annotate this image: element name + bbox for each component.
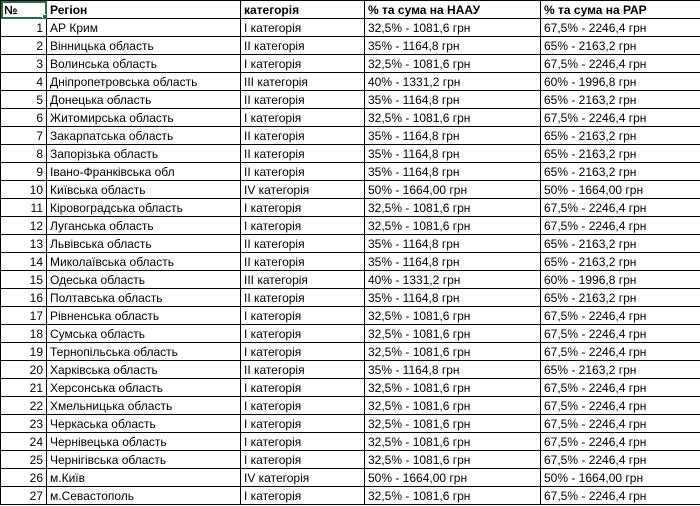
table-row: [1, 289, 700, 307]
cell-rar[interactable]: 67,5% - 2246,4 грн: [541, 397, 700, 415]
cell-naau[interactable]: 35% - 1164,8 грн: [365, 145, 541, 163]
cell-rar[interactable]: 65% - 2163,2 грн: [541, 289, 700, 307]
cell-category[interactable]: ІІ категорія: [241, 145, 365, 163]
cell-naau[interactable]: 35% - 1164,8 грн: [365, 289, 541, 307]
cell-region[interactable]: Дніпропетровська область: [47, 73, 241, 91]
cell-naau[interactable]: 50% - 1664,00 грн: [365, 469, 541, 487]
cell-number[interactable]: 23: [1, 415, 47, 433]
cell-category[interactable]: І категорія: [241, 19, 365, 37]
cell-region[interactable]: Чернівецька область: [47, 433, 241, 451]
table-row: [1, 271, 700, 289]
cell-category[interactable]: IV категорія: [241, 181, 365, 199]
cell-number[interactable]: 2: [1, 37, 47, 55]
cell-number[interactable]: 19: [1, 343, 47, 361]
cell-number[interactable]: 17: [1, 307, 47, 325]
cell-category[interactable]: І категорія: [241, 217, 365, 235]
cell-rar[interactable]: 65% - 2163,2 грн: [541, 37, 700, 55]
cell-number[interactable]: 12: [1, 217, 47, 235]
table-row: [1, 109, 700, 127]
cell-region[interactable]: Рівненська область: [47, 307, 241, 325]
cell-naau[interactable]: 32,5% - 1081,6 грн: [365, 109, 541, 127]
cell-region[interactable]: Львівська область: [47, 235, 241, 253]
cell-region[interactable]: м.Київ: [47, 469, 241, 487]
cell-naau[interactable]: 50% - 1664,00 грн: [365, 181, 541, 199]
table-row: [1, 325, 700, 343]
cell-number[interactable]: 26: [1, 469, 47, 487]
cell-number[interactable]: 22: [1, 397, 47, 415]
cell-naau[interactable]: 32,5% - 1081,6 грн: [365, 199, 541, 217]
table-row: [1, 361, 700, 379]
cell-naau[interactable]: 32,5% - 1081,6 грн: [365, 307, 541, 325]
cell-region[interactable]: Тернопільська область: [47, 343, 241, 361]
cell-category[interactable]: ІІ категорія: [241, 37, 365, 55]
cell-number[interactable]: 25: [1, 451, 47, 469]
cell-naau[interactable]: 32,5% - 1081,6 грн: [365, 487, 541, 505]
cell-rar[interactable]: 67,5% - 2246,4 грн: [541, 343, 700, 361]
table-row: [1, 37, 700, 55]
table-row: [1, 343, 700, 361]
cell-region[interactable]: Вінницька область: [47, 37, 241, 55]
cell-rar[interactable]: 50% - 1664,00 грн: [541, 181, 700, 199]
cell-region[interactable]: Чернігівська область: [47, 451, 241, 469]
cell-category[interactable]: ІІ категорія: [241, 91, 365, 109]
cell-number[interactable]: 18: [1, 325, 47, 343]
cell-category[interactable]: І категорія: [241, 343, 365, 361]
table-row: [1, 19, 700, 37]
cell-rar[interactable]: 67,5% - 2246,4 грн: [541, 109, 700, 127]
table-row: [1, 307, 700, 325]
cell-naau[interactable]: 32,5% - 1081,6 грн: [365, 19, 541, 37]
cell-category[interactable]: І категорія: [241, 55, 365, 73]
cell-category[interactable]: ІІІ категорія: [241, 73, 365, 91]
cell-region[interactable]: Полтавська область: [47, 289, 241, 307]
cell-region[interactable]: Київська область: [47, 181, 241, 199]
header-cell-naau[interactable]: % та сума на НААУ: [365, 1, 541, 19]
cell-number[interactable]: 10: [1, 181, 47, 199]
table-row: [1, 235, 700, 253]
cell-category[interactable]: І категорія: [241, 109, 365, 127]
cell-rar[interactable]: 67,5% - 2246,4 грн: [541, 487, 700, 505]
cell-category[interactable]: ІІ категорія: [241, 253, 365, 271]
cell-region[interactable]: Волинська область: [47, 55, 241, 73]
cell-region[interactable]: Донецька область: [47, 91, 241, 109]
cell-region[interactable]: Сумська область: [47, 325, 241, 343]
cell-category[interactable]: І категорія: [241, 415, 365, 433]
cell-number[interactable]: 1: [1, 19, 47, 37]
cell-rar[interactable]: 65% - 2163,2 грн: [541, 235, 700, 253]
cell-category[interactable]: І категорія: [241, 379, 365, 397]
cell-number[interactable]: 20: [1, 361, 47, 379]
cell-number[interactable]: 24: [1, 433, 47, 451]
cell-category[interactable]: ІІ категорія: [241, 235, 365, 253]
cell-rar[interactable]: 65% - 2163,2 грн: [541, 163, 700, 181]
cell-rar[interactable]: 67,5% - 2246,4 грн: [541, 19, 700, 37]
cell-rar[interactable]: 67,5% - 2246,4 грн: [541, 415, 700, 433]
cell-rar[interactable]: 67,5% - 2246,4 грн: [541, 325, 700, 343]
cell-naau[interactable]: 32,5% - 1081,6 грн: [365, 397, 541, 415]
cell-region[interactable]: Кіровоградська область: [47, 199, 241, 217]
header-cell-region[interactable]: Регіон: [47, 1, 241, 19]
cell-number[interactable]: 7: [1, 127, 47, 145]
cell-category[interactable]: ІІІ категорія: [241, 271, 365, 289]
cell-number[interactable]: 21: [1, 379, 47, 397]
cell-rar[interactable]: 60% - 1996,8 грн: [541, 73, 700, 91]
cell-rar[interactable]: 65% - 2163,2 грн: [541, 361, 700, 379]
table-row: [1, 163, 700, 181]
cell-naau[interactable]: 40% - 1331,2 грн: [365, 271, 541, 289]
cell-rar[interactable]: 65% - 2163,2 грн: [541, 253, 700, 271]
table-row: [1, 397, 700, 415]
cell-naau[interactable]: 35% - 1164,8 грн: [365, 91, 541, 109]
cell-rar[interactable]: 67,5% - 2246,4 грн: [541, 55, 700, 73]
table-row: [1, 127, 700, 145]
cell-region[interactable]: Одеська область: [47, 271, 241, 289]
cell-naau[interactable]: 35% - 1164,8 грн: [365, 163, 541, 181]
cell-number[interactable]: 27: [1, 487, 47, 505]
table-row: [1, 253, 700, 271]
table-row: [1, 487, 700, 505]
table-row: [1, 217, 700, 235]
cell-naau[interactable]: 32,5% - 1081,6 грн: [365, 379, 541, 397]
cell-category[interactable]: І категорія: [241, 325, 365, 343]
cell-rar[interactable]: 67,5% - 2246,4 грн: [541, 199, 700, 217]
table-row: [1, 199, 700, 217]
cell-number[interactable]: 9: [1, 163, 47, 181]
cell-region[interactable]: Хмельницька область: [47, 397, 241, 415]
cell-rar[interactable]: 65% - 2163,2 грн: [541, 91, 700, 109]
table-row: [1, 55, 700, 73]
cell-number[interactable]: 4: [1, 73, 47, 91]
cell-rar[interactable]: 65% - 2163,2 грн: [541, 127, 700, 145]
cell-number[interactable]: 14: [1, 253, 47, 271]
cell-rar[interactable]: 67,5% - 2246,4 грн: [541, 379, 700, 397]
cell-region[interactable]: Харківська область: [47, 361, 241, 379]
table-row: [1, 379, 700, 397]
table-row: [1, 91, 700, 109]
table-body: [1, 19, 700, 505]
cell-naau[interactable]: 35% - 1164,8 грн: [365, 37, 541, 55]
cell-region[interactable]: Закарпатська область: [47, 127, 241, 145]
cell-number[interactable]: 15: [1, 271, 47, 289]
header-number-label: №: [4, 2, 18, 17]
cell-number[interactable]: 11: [1, 199, 47, 217]
cell-naau[interactable]: 40% - 1331,2 грн: [365, 73, 541, 91]
table-row: [1, 415, 700, 433]
cell-naau[interactable]: 32,5% - 1081,6 грн: [365, 343, 541, 361]
cell-naau[interactable]: 32,5% - 1081,6 грн: [365, 217, 541, 235]
cell-naau[interactable]: 35% - 1164,8 грн: [365, 253, 541, 271]
cell-rar[interactable]: 65% - 2163,2 грн: [541, 145, 700, 163]
cell-category[interactable]: І категорія: [241, 433, 365, 451]
cell-naau[interactable]: 32,5% - 1081,6 грн: [365, 451, 541, 469]
cell-rar[interactable]: 67,5% - 2246,4 грн: [541, 217, 700, 235]
cell-category[interactable]: І категорія: [241, 307, 365, 325]
cell-category[interactable]: ІІ категорія: [241, 289, 365, 307]
cell-naau[interactable]: 32,5% - 1081,6 грн: [365, 415, 541, 433]
cell-region[interactable]: Миколаївська область: [47, 253, 241, 271]
cell-region[interactable]: Івано-Франківська обл: [47, 163, 241, 181]
cell-region[interactable]: Запорізька область: [47, 145, 241, 163]
table-row: [1, 469, 700, 487]
cell-number[interactable]: 3: [1, 55, 47, 73]
cell-region[interactable]: м.Севастополь: [47, 487, 241, 505]
cell-naau[interactable]: 32,5% - 1081,6 грн: [365, 433, 541, 451]
cell-region[interactable]: Херсонська область: [47, 379, 241, 397]
cell-category[interactable]: IV категорія: [241, 469, 365, 487]
cell-category[interactable]: ІІ категорія: [241, 127, 365, 145]
cell-naau[interactable]: 35% - 1164,8 грн: [365, 361, 541, 379]
fill-handle[interactable]: [42, 14, 47, 19]
table-row: [1, 433, 700, 451]
cell-category[interactable]: ІІ категорія: [241, 361, 365, 379]
header-cell-rar[interactable]: % та сума на РАР: [541, 1, 700, 19]
cell-category[interactable]: І категорія: [241, 199, 365, 217]
header-cell-number[interactable]: [1, 1, 47, 19]
header-row: [1, 1, 700, 19]
cell-region[interactable]: Житомирська область: [47, 109, 241, 127]
cell-rar[interactable]: 50% - 1664,00 грн: [541, 469, 700, 487]
cell-category[interactable]: ІІ категорія: [241, 163, 365, 181]
cell-category[interactable]: І категорія: [241, 487, 365, 505]
cell-rar[interactable]: 67,5% - 2246,4 грн: [541, 451, 700, 469]
cell-category[interactable]: І категорія: [241, 397, 365, 415]
table-row: [1, 73, 700, 91]
cell-number[interactable]: 13: [1, 235, 47, 253]
cell-number[interactable]: 6: [1, 109, 47, 127]
cell-rar[interactable]: 67,5% - 2246,4 грн: [541, 307, 700, 325]
cell-naau[interactable]: 32,5% - 1081,6 грн: [365, 55, 541, 73]
cell-region[interactable]: Луганська область: [47, 217, 241, 235]
cell-number[interactable]: 8: [1, 145, 47, 163]
cell-rar[interactable]: 67,5% - 2246,4 грн: [541, 433, 700, 451]
header-cell-category[interactable]: категорія: [241, 1, 365, 19]
cell-number[interactable]: 16: [1, 289, 47, 307]
cell-rar[interactable]: 60% - 1996,8 грн: [541, 271, 700, 289]
cell-naau[interactable]: 32,5% - 1081,6 грн: [365, 325, 541, 343]
table-row: [1, 181, 700, 199]
cell-number[interactable]: 5: [1, 91, 47, 109]
cell-region[interactable]: Черкаська область: [47, 415, 241, 433]
table-row: [1, 145, 700, 163]
cell-naau[interactable]: 35% - 1164,8 грн: [365, 235, 541, 253]
cell-naau[interactable]: 35% - 1164,8 грн: [365, 127, 541, 145]
cell-region[interactable]: АР Крим: [47, 19, 241, 37]
table-row: [1, 451, 700, 469]
cell-category[interactable]: І категорія: [241, 451, 365, 469]
